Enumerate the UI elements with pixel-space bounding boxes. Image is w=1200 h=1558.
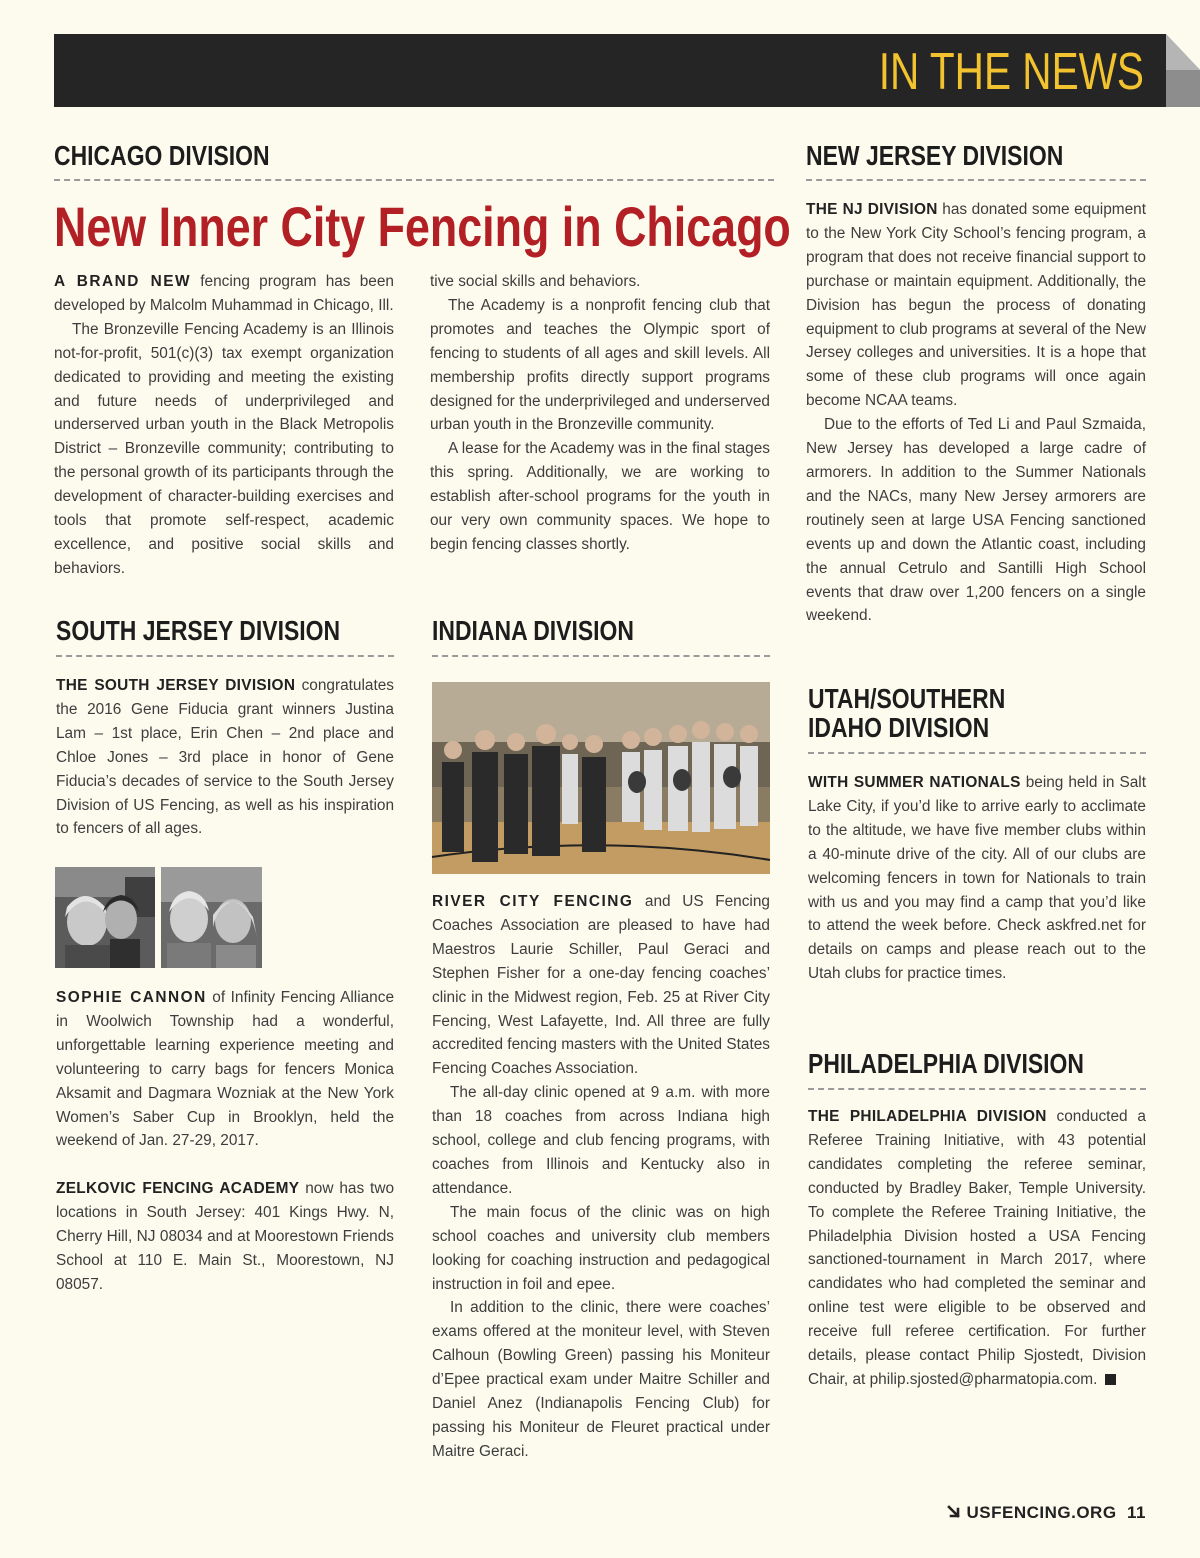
indiana-paragraph-4: In addition to the clinic, there were coaches’ exams offered at the moniteur level, with Steven Calhoun (Bowling Green) passing his Moniteur d’Epee practical exam under Maitre Schiller and Daniel Anez (Indianapolis Fencing Club) for passing his Moniteur de Fleuret practical under Maitre Geraci. — [432, 1299, 770, 1460]
chicago-section — [54, 140, 791, 258]
chicago-paragraph-4: A lease for the Academy was in the final stages this spring. Additionally, we are working to establish after-school programs for the youth in our very own community spaces. We hope to begin fencing classes shortly. — [430, 440, 770, 553]
page-footer — [947, 1503, 1147, 1523]
new-jersey-paragraph-2: Due to the efforts of Ted Li and Paul Szmaida, New Jersey has developed a large cadre of armorers. In addition to the Summer Nationals and the NACs, many New Jersey armorers are routinely seen at large USA Fencing sanctioned events up and down the Atlantic coast, including the annual Cetrulo and Santilli High School events that draw over 1,200 fencers on a single weekend. — [806, 416, 1146, 625]
chicago-headline: New Inner City Fencing in Chicago — [54, 195, 791, 258]
chicago-col-2 — [430, 270, 770, 557]
south-jersey-divider — [56, 655, 394, 657]
indiana-paragraph-2: The all-day clinic opened at 9 a.m. with more than 18 coaches from across Indiana high school, college and club fencing programs, with coaches from Illinois and Kentucky also in attendance. — [432, 1084, 770, 1197]
indiana-divider — [432, 655, 770, 657]
site-link[interactable]: USFENCING.ORG — [966, 1503, 1117, 1522]
chicago-heading: CHICAGO DIVISION — [54, 140, 270, 171]
philadelphia-paragraph-1: THE PHILADELPHIA DIVISION conducted a Referee Training Initiative, with 43 potential candidates completing the referee seminar, conducted by Bradley Baker, Temple University. To complete the Referee Training Initiative, the Philadelphia Division hosted a USA Fencing sanctioned-tournament in March 2017, where candidates who had completed the seminar and online test were eligible to be observed and receive full referee certification. For further details, please contact Philip Sjostedt, Division Chair, at philip.sjosted@pharmatopia.com. — [808, 1108, 1146, 1388]
utah-heading-line-2: IDAHO DIVISION — [808, 712, 990, 743]
indiana-section — [432, 616, 770, 657]
indiana-group-photo — [432, 682, 770, 874]
south-jersey-section — [56, 616, 394, 657]
utah-heading-line-1: UTAH/SOUTHERN — [808, 683, 1006, 714]
chicago-paragraph-2-cont: tive social skills and behaviors. — [430, 273, 641, 290]
chicago-lead: A BRAND NEW — [54, 273, 192, 290]
section-banner — [54, 34, 1166, 107]
sophie-cannon-photo-2 — [161, 867, 262, 968]
new-jersey-section — [806, 141, 1146, 181]
chicago-paragraph-2: The Bronzeville Fencing Academy is an Illinois not-for-profit, 501(c)(3) tax exempt organization dedicated to providing and meeting the existing and future needs of underprivileged and underserved urban youth in the Black Metropolis District – Bronzeville community; contributing to the personal growth of its participants through the development of character-building exercises and tools that promote self-respect, academic excellence, and positive social skills and behaviors. — [54, 320, 394, 577]
indiana-paragraph-3: The main focus of the clinic was on high school coaches and university club members looking for coaching instruction and pedagogical instruction in foil and epee. — [432, 1203, 770, 1293]
south-jersey-paragraph-1: THE SOUTH JERSEY DIVISION congratulates the 2016 Gene Fiducia grant winners Justina Lam – 1st place, Erin Chen – 2nd place and Chloe Jones – 3rd place in honor of Gene Fiducia’s decades of service to the South Jersey Division of US Fencing, as well as his inspiration to fencers of all ages. — [56, 677, 394, 838]
new-jersey-body — [806, 198, 1146, 628]
chicago-paragraph-1: A BRAND NEW fencing program has been developed by Malcolm Muhammad in Chicago, Ill. — [54, 273, 394, 314]
indiana-body — [432, 890, 770, 1464]
new-jersey-heading: NEW JERSEY DIVISION — [806, 140, 1064, 171]
indiana-heading: INDIANA DIVISION — [432, 615, 634, 646]
chicago-divider — [54, 179, 774, 181]
utah-divider — [808, 752, 1146, 754]
page-number: 11 — [1127, 1503, 1146, 1522]
south-jersey-heading: SOUTH JERSEY DIVISION — [56, 615, 341, 646]
arrow-down-right-icon — [947, 1503, 961, 1523]
utah-paragraph-1: WITH SUMMER NATIONALS being held in Salt Lake City, if you’d like to arrive early to acclimate to the altitude, we have five member clubs within a 40-minute drive of the city. All of our clubs are welcoming fencers in town for Nationals to train with us and you may find a camp that you’d like to attend the week before. Check askfred.net for details on camps and please reach out to the Utah clubs for practice times. — [808, 774, 1147, 983]
philadelphia-heading: PHILADELPHIA DIVISION — [808, 1048, 1084, 1079]
south-jersey-body-1 — [56, 674, 394, 841]
banner-title: IN THE NEWS — [878, 43, 1144, 101]
end-of-article-mark — [1105, 1374, 1116, 1385]
banner-fold-corner — [1166, 34, 1200, 107]
philadelphia-divider — [808, 1088, 1146, 1090]
zelkovic-paragraph: ZELKOVIC FENCING ACADEMY now has two locations in South Jersey: 401 Kings Hwy. N, Cherry Hill, NJ 08034 and at Moorestown Friends School at 110 E. Main St., Moorestown, NJ 08057. — [56, 1180, 395, 1293]
sophie-cannon-paragraph: SOPHIE CANNON of Infinity Fencing Alliance in Woolwich Township had a wonderful, unforgettable learning experience meeting and volunteering to carry bags for fencers Monica Aksamit and Dagmara Wozniak at the New York Women’s Saber Cup in Brooklyn, held the weekend of Jan. 27-29, 2017. — [56, 989, 394, 1150]
utah-section — [808, 684, 1146, 754]
chicago-paragraph-3: The Academy is a nonprofit fencing club that promotes and teaches the Olympic sport of fencing to students of all ages and skill levels. All membership profits directly support programs designed for the underprivileged and underserved urban youth in the Bronzeville community. — [430, 296, 770, 434]
south-jersey-body-2 — [56, 986, 394, 1297]
chicago-col-1 — [54, 270, 394, 577]
sophie-cannon-photo-1 — [55, 867, 155, 968]
philadelphia-section — [808, 1049, 1146, 1090]
indiana-paragraph-1: RIVER CITY FENCING and US Fencing Coaches Association are pleased to have had Maestros Laurie Schiller, Paul Geraci and Stephen Fisher for a one-day fencing coaches’ clinic in the Midwest region, Feb. 25 at River City Fencing, West Lafayette, Ind. All three are fully accredited fencing masters with the United States Fencing Coaches Association. — [432, 893, 770, 1078]
utah-body — [808, 771, 1146, 986]
new-jersey-divider — [806, 179, 1146, 181]
philadelphia-body — [808, 1105, 1146, 1392]
new-jersey-paragraph-1: THE NJ DIVISION has donated some equipment to the New York City School’s fencing program, a program that does not receive financial support to purchase or maintain equipment. Additionally, the Division has begun the process of donating equipment to club programs at several of the New Jersey colleges and universities. It is a hope that some of these club programs will once again become NCAA teams. — [806, 201, 1146, 410]
